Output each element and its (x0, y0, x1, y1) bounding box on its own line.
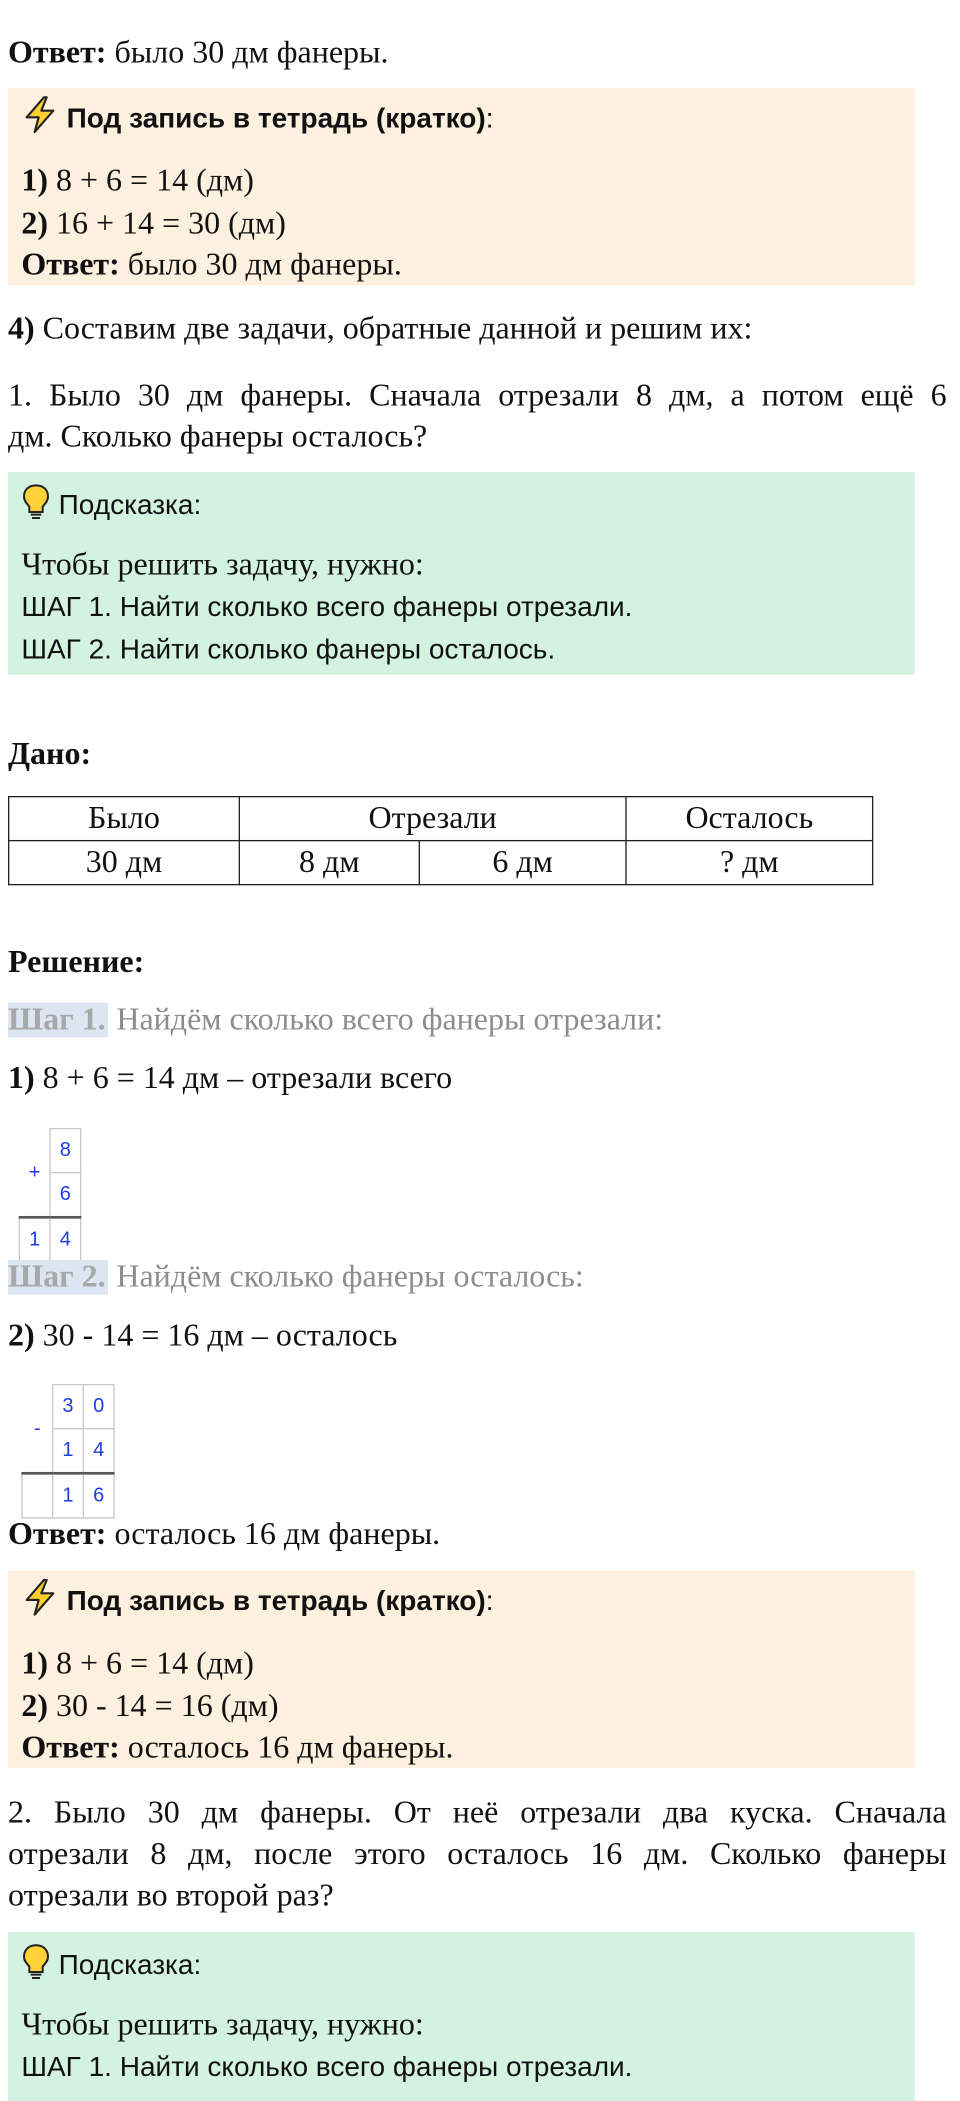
problem-text: 2. Было 30 дм фанеры. От неё отрезали два куска. Сначала (7, 1795, 947, 1831)
table-header: Отрезали (239, 797, 626, 841)
hint-title: Подсказка: (21, 483, 201, 531)
equation: 1) 8 + 6 = 14 дм – отрезали всего (7, 1061, 453, 1096)
table-cell: 6 дм (419, 841, 626, 885)
hint-step: ШАГ 2. Найти сколько фанеры осталось. (21, 634, 556, 666)
lightbulb-icon (21, 1943, 50, 1991)
hint-intro: Чтобы решить задачу, нужно: (21, 2007, 424, 2043)
table-cell: 30 дм (9, 841, 240, 885)
answer-line: Ответ: осталось 16 дм фанеры. (7, 1517, 441, 1552)
hint-title: Подсказка: (21, 1943, 201, 1991)
notebook-answer: Ответ: осталось 16 дм фанеры. (21, 1730, 454, 1766)
equation: 2) 30 - 14 = 16 дм – осталось (7, 1318, 398, 1354)
table-header: Осталось (626, 797, 873, 841)
problem-text: отрезали 8 дм, после этого осталось 16 дм. Сколько фанеры (7, 1837, 947, 1872)
notebook-box (8, 88, 915, 285)
given-table (8, 796, 873, 885)
hint-box (8, 472, 915, 675)
hint-box (8, 1932, 915, 2101)
table-row (9, 797, 873, 841)
digit: 0 (83, 1385, 114, 1429)
digit: 1 (19, 1217, 50, 1262)
table-row (9, 841, 873, 885)
digit: 4 (50, 1217, 81, 1262)
minus-sign: - (22, 1385, 53, 1474)
plus-sign: + (19, 1129, 50, 1218)
notebook-line: 2) 16 + 14 = 30 (дм) (21, 206, 286, 242)
notebook-box-title: Под запись в тетрадь (кратко): (21, 96, 493, 144)
lightning-icon (21, 1579, 58, 1627)
notebook-line: 1) 8 + 6 = 14 (дм) (21, 1646, 254, 1682)
notebook-line: 1) 8 + 6 = 14 (дм) (21, 163, 254, 199)
hint-step: ШАГ 1. Найти сколько всего фанеры отрезали. (21, 591, 633, 623)
solution-label: Решение: (7, 945, 145, 980)
lightning-icon (21, 96, 58, 144)
problem-text: 1. Было 30 дм фанеры. Сначала отрезали 8 дм, а потом ещё 6 (7, 378, 947, 414)
problem-text: отрезали во второй раз? (7, 1878, 334, 1914)
empty-cell (22, 1473, 53, 1518)
digit: 1 (53, 1473, 84, 1518)
digit: 8 (50, 1129, 81, 1173)
digit: 3 (53, 1385, 84, 1429)
hint-step: ШАГ 1. Найти сколько всего фанеры отрезали. (21, 2051, 633, 2083)
problem-text: дм. Сколько фанеры осталось? (7, 419, 428, 455)
table-cell: 8 дм (239, 841, 419, 885)
notebook-box-title: Под запись в тетрадь (кратко): (21, 1579, 493, 1627)
column-subtraction (21, 1384, 114, 1519)
digit: 4 (83, 1429, 114, 1474)
answer-line: Ответ: было 30 дм фанеры. (7, 35, 389, 71)
notebook-box (8, 1571, 915, 1768)
step-heading: Шаг 1. Найдём сколько всего фанеры отрезали: (7, 1002, 664, 1038)
digit: 6 (50, 1173, 81, 1218)
given-label: Дано: (7, 737, 92, 772)
lightbulb-icon (21, 483, 50, 531)
table-cell: ? дм (626, 841, 873, 885)
table-header: Было (9, 797, 240, 841)
step-heading: Шаг 2. Найдём сколько фанеры осталось: (7, 1259, 584, 1295)
digit: 1 (53, 1429, 84, 1474)
task-heading: 4) Составим две задачи, обратные данной и решим их: (7, 311, 753, 347)
notebook-line: 2) 30 - 14 = 16 (дм) (21, 1689, 279, 1724)
digit: 6 (83, 1473, 114, 1518)
column-addition (19, 1128, 82, 1263)
notebook-answer: Ответ: было 30 дм фанеры. (21, 247, 402, 283)
hint-intro: Чтобы решить задачу, нужно: (21, 547, 424, 583)
